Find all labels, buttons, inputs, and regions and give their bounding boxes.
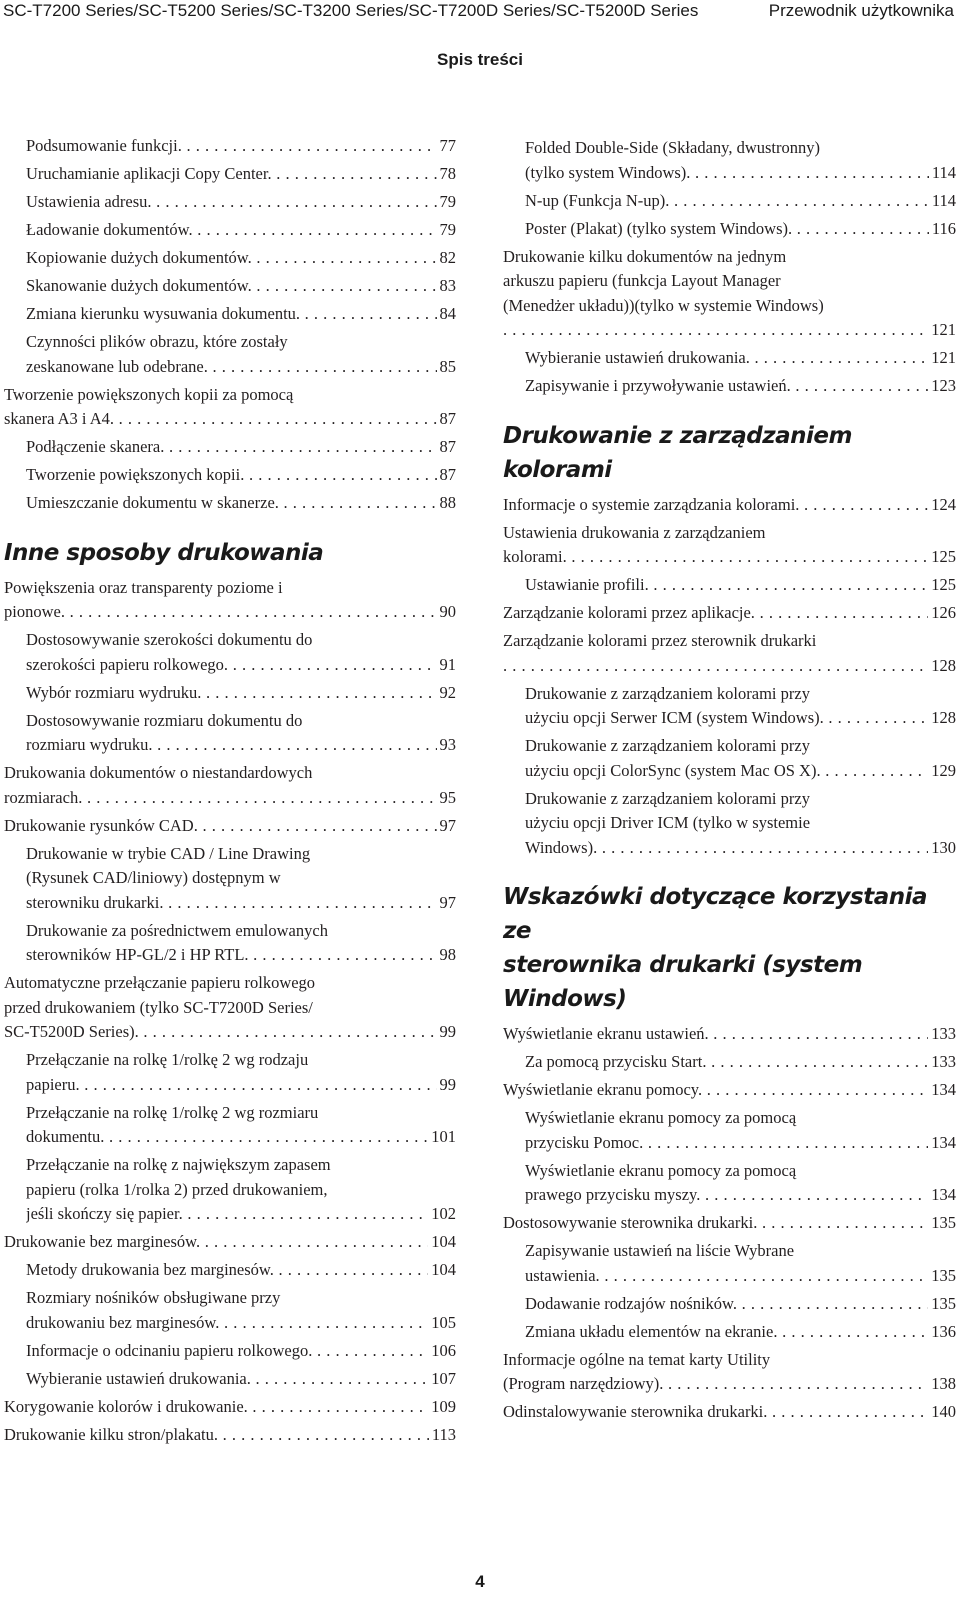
toc-page-number: 134 <box>928 1078 956 1103</box>
toc-page-number: 126 <box>928 601 956 626</box>
toc-entry-text: Drukowanie rysunków CAD. . . . <box>4 814 437 839</box>
section-title: Spis treści <box>437 50 523 69</box>
toc-entry[interactable] <box>4 814 456 839</box>
toc-page-number: 133 <box>928 1022 956 1047</box>
toc-entry-text: Drukowanie za pośrednictwem emulowanych <box>26 920 328 940</box>
toc-page-number: 87 <box>437 435 457 460</box>
toc-entry-text: Wyświetlanie ekranu pomocy za pomocą <box>525 1160 797 1180</box>
toc-entry[interactable] <box>4 1101 456 1150</box>
toc-entry-text: przycisku Pomoc. . . . <box>525 1131 928 1156</box>
toc-page-number: 138 <box>928 1372 956 1397</box>
chapter-heading-line: sterownika drukarki (system <box>503 952 863 978</box>
toc-entry-text: Przełączanie na rolkę z największym zapasem <box>26 1155 331 1174</box>
toc-entry[interactable] <box>503 1400 956 1425</box>
toc-left-column <box>4 134 456 1451</box>
toc-page-number: 93 <box>437 733 457 758</box>
toc-entry[interactable] <box>4 1367 456 1392</box>
toc-entry-text: Umieszczanie dokumentu w skanerze. . . . <box>26 491 437 516</box>
toc-entry-text: użyciu opcji Driver ICM (tylko w systemie <box>525 813 811 832</box>
toc-entry[interactable] <box>503 1320 956 1345</box>
toc-page-number: 98 <box>437 943 457 968</box>
toc-entry[interactable] <box>4 1230 456 1255</box>
toc-page-number: 121 <box>928 318 956 343</box>
toc-page-number: 130 <box>928 836 956 861</box>
toc-page-number: 78 <box>437 162 457 187</box>
toc-entry-text: prawego przycisku myszy. . . . <box>525 1183 928 1208</box>
toc-entry[interactable] <box>4 302 456 327</box>
toc-entry-text: Uruchamianie aplikacji Copy Center. . . . <box>26 162 437 187</box>
toc-entry-text: drukowaniu bez marginesów. . . . <box>26 1311 428 1336</box>
toc-entry[interactable] <box>503 601 956 626</box>
toc-page-number: 116 <box>929 217 956 242</box>
toc-entry-text: Korygowanie kolorów i drukowanie. . . . <box>4 1395 428 1420</box>
toc-page-number: 77 <box>437 134 457 159</box>
toc-entry-text: Powiększenia oraz transparenty poziome i <box>4 577 283 597</box>
toc-page-number: 134 <box>928 1131 956 1156</box>
toc-entry[interactable] <box>503 1348 956 1397</box>
toc-page-number: 83 <box>437 274 457 299</box>
toc-entry-text: (Rysunek CAD/liniowy) dostępnym w <box>26 868 281 887</box>
toc-entry[interactable] <box>503 217 956 242</box>
toc-entry-text: Skanowanie dużych dokumentów. . . . <box>26 274 437 299</box>
toc-entry[interactable] <box>4 576 456 625</box>
toc-page-number: 97 <box>437 891 457 916</box>
toc-entry-text: arkuszu papieru (funkcja Layout Manager <box>503 271 781 290</box>
toc-entry[interactable] <box>503 374 956 399</box>
toc-entry-text: Dostosowywanie sterownika drukarki. . . . <box>503 1211 928 1236</box>
toc-entry[interactable] <box>503 346 956 371</box>
toc-page-number: 95 <box>437 786 457 811</box>
toc-page-number: 85 <box>437 355 457 380</box>
toc-entry[interactable] <box>503 787 956 861</box>
toc-page-number: 136 <box>928 1320 956 1345</box>
toc-page-number: 109 <box>428 1395 456 1420</box>
chapter-heading-line: Drukowanie z zarządzaniem kolorami <box>503 422 852 483</box>
toc-entry-text: Ustawianie profili. . . . <box>525 573 928 598</box>
toc-entry-text: rozmiarach. . . . <box>4 786 437 811</box>
toc-entry[interactable] <box>503 189 956 214</box>
toc-page-number: 114 <box>929 161 956 186</box>
chapter-heading-line: Wskazówki dotyczące korzystania ze <box>503 884 928 944</box>
toc-entry-text: papieru. . . . <box>26 1073 437 1098</box>
toc-page-number: 84 <box>437 302 457 327</box>
toc-entry[interactable] <box>503 629 956 678</box>
toc-entry-text <box>503 654 928 679</box>
toc-page-number: 134 <box>928 1183 956 1208</box>
toc-entry[interactable] <box>4 274 456 299</box>
toc-entry-text: Kopiowanie dużych dokumentów. . . . <box>26 246 437 271</box>
toc-page-number: 124 <box>928 493 956 518</box>
toc-page-number: 104 <box>428 1258 456 1283</box>
chapter-heading <box>503 419 956 487</box>
toc-entry-text: Dodawanie rodzajów nośników. . . . <box>525 1292 928 1317</box>
toc-page-number: 140 <box>928 1400 956 1425</box>
toc-entry[interactable] <box>503 521 956 570</box>
toc-entry[interactable] <box>4 190 456 215</box>
toc-page-number: 106 <box>428 1339 456 1364</box>
toc-entry-text: Czynności plików obrazu, które zostały <box>26 332 288 351</box>
toc-page-number: 92 <box>437 681 457 706</box>
toc-entry-text: Wybieranie ustawień drukowania. . . . <box>26 1367 428 1392</box>
toc-page-number: 113 <box>429 1423 456 1448</box>
toc-entry-text: Wyświetlanie ekranu ustawień. . . . <box>503 1022 928 1047</box>
toc-entry[interactable] <box>4 1258 456 1283</box>
toc-entry[interactable] <box>4 491 456 516</box>
toc-entry-text: Wyświetlanie ekranu pomocy za pomocą <box>525 1108 797 1127</box>
toc-entry[interactable] <box>503 245 956 343</box>
toc-entry-text: skanera A3 i A4. . . . <box>4 407 437 432</box>
toc-entry[interactable] <box>4 1339 456 1364</box>
toc-entry-text: Drukowanie bez marginesów. . . . <box>4 1230 428 1255</box>
toc-entry-text: Podłączenie skanera. . . . <box>26 435 437 460</box>
toc-entry[interactable] <box>4 919 456 968</box>
toc-page-number: 121 <box>928 346 956 371</box>
toc-entry[interactable] <box>4 435 456 460</box>
toc-page-number: 125 <box>928 573 956 598</box>
chapter-heading-line: Windows) <box>503 986 627 1012</box>
toc-entry-text: Informacje o systemie zarządzania kolorami. . . . <box>503 493 928 518</box>
toc-entry-text <box>503 318 928 343</box>
toc-entry[interactable] <box>4 842 456 916</box>
toc-entry[interactable] <box>4 463 456 488</box>
toc-entry-text: kolorami. . . . <box>503 545 928 570</box>
toc-entry[interactable] <box>503 1078 956 1103</box>
toc-page-number: 87 <box>437 407 457 432</box>
toc-entry-text: Drukowanie w trybie CAD / Line Drawing <box>26 843 311 863</box>
toc-page-number: 128 <box>928 706 956 731</box>
toc-entry-text: jeśli skończy się papier. . . . <box>26 1202 428 1227</box>
toc-entry-text: Odinstalowywanie sterownika drukarki. . . . <box>503 1400 928 1425</box>
toc-entry[interactable] <box>503 1022 956 1047</box>
toc-entry[interactable] <box>4 1395 456 1420</box>
toc-entry-text: Wybieranie ustawień drukowania. . . . <box>525 346 928 371</box>
toc-entry[interactable] <box>503 1106 956 1155</box>
toc-entry[interactable] <box>4 1153 456 1227</box>
toc-entry-text: (Menedżer układu))(tylko w systemie Windows) <box>503 295 824 315</box>
toc-entry-text: Wybór rozmiaru wydruku. . . . <box>26 681 437 706</box>
toc-page-number: 99 <box>437 1073 457 1098</box>
toc-page-number: 105 <box>428 1311 456 1336</box>
toc-page-number: 91 <box>437 653 457 678</box>
toc-entry[interactable] <box>503 493 956 518</box>
toc-page-number: 129 <box>928 759 956 784</box>
toc-entry-text: Drukowanie z zarządzaniem kolorami przy <box>525 683 810 703</box>
toc-entry-text: Dostosowywanie rozmiaru dokumentu do <box>26 710 303 730</box>
chapter-heading-line: Inne sposoby drukowania <box>4 539 324 566</box>
toc-entry-text: Drukowanie z zarządzaniem kolorami przy <box>525 736 810 755</box>
toc-entry-text: pionowe. . . . <box>4 600 437 625</box>
toc-entry-text: Zapisywanie i przywoływanie ustawień. . . . <box>525 374 928 399</box>
toc-entry-text: Metody drukowania bez marginesów. . . . <box>26 1258 428 1283</box>
toc-entry-text: Drukowanie kilku dokumentów na jednym <box>503 246 787 266</box>
toc-page-number: 114 <box>929 189 956 214</box>
toc-entry-text: Zarządzanie kolorami przez sterownik drukarki <box>503 631 817 650</box>
toc-entry-text: Drukowanie z zarządzaniem kolorami przy <box>525 788 810 808</box>
toc-entry-text: Przełączanie na rolkę 1/rolkę 2 wg rodzaju <box>26 1050 309 1069</box>
toc-page-number: 82 <box>437 246 457 271</box>
toc-entry[interactable] <box>4 330 456 379</box>
toc-entry-text: zeskanowane lub odebrane. . . . <box>26 355 437 380</box>
toc-entry-text: przed drukowaniem (tylko SC-T7200D Series/ <box>4 997 313 1017</box>
toc-page-number: 79 <box>437 190 457 215</box>
toc-entry[interactable] <box>503 1050 956 1075</box>
toc-entry-text: Rozmiary nośników obsługiwane przy <box>26 1288 281 1307</box>
toc-entry-text: szerokości papieru rolkowego. . . . <box>26 653 437 678</box>
toc-entry-text: Dostosowywanie szerokości dokumentu do <box>26 630 313 649</box>
toc-entry-text: Zarządzanie kolorami przez aplikacje. . . . <box>503 601 928 626</box>
toc-entry-text: dokumentu. . . . <box>26 1125 428 1150</box>
toc-page-number: 97 <box>437 814 457 839</box>
toc-entry[interactable] <box>503 1292 956 1317</box>
toc-entry[interactable] <box>4 246 456 271</box>
toc-entry[interactable] <box>4 1423 456 1448</box>
toc-entry[interactable] <box>503 136 956 185</box>
toc-entry-text: Drukowania dokumentów o niestandardowych <box>4 763 313 782</box>
header-series: SC-T7200 Series/SC-T5200 Series/SC-T3200 Series/SC-T7200D Series/SC-T5200D Series <box>3 1 699 20</box>
toc-page-number: 102 <box>428 1202 456 1227</box>
toc-entry[interactable] <box>503 1159 956 1208</box>
page-number: 4 <box>475 1572 485 1591</box>
toc-entry-text: Za pomocą przycisku Start. . . . <box>525 1050 928 1075</box>
toc-entry-text: Wyświetlanie ekranu pomocy. . . . <box>503 1078 928 1103</box>
toc-entry[interactable] <box>503 1239 956 1288</box>
toc-entry-text: Informacje o odcinaniu papieru rolkowego. . . . <box>26 1339 428 1364</box>
toc-page-number: 88 <box>437 491 457 516</box>
toc-entry[interactable] <box>4 709 456 758</box>
toc-entry-text: Ustawienia adresu. . . . <box>26 190 437 215</box>
toc-page-number: 79 <box>437 218 457 243</box>
toc-entry-text: Folded Double-Side (Składany, dwustronny) <box>525 138 820 157</box>
toc-entry-text: Drukowanie kilku stron/plakatu. . . . <box>4 1423 429 1448</box>
toc-entry[interactable] <box>4 383 456 432</box>
toc-entry-text: Podsumowanie funkcji. . . . <box>26 134 437 159</box>
toc-entry-text: sterowniku drukarki. . . . <box>26 891 437 916</box>
toc-entry-text: rozmiaru wydruku. . . . <box>26 733 437 758</box>
chapter-heading <box>503 880 956 1016</box>
toc-entry-text: Windows). . . . <box>525 836 928 861</box>
toc-entry-text: Zmiana kierunku wysuwania dokumentu. . . . <box>26 302 437 327</box>
toc-page-number: 107 <box>428 1367 456 1392</box>
toc-entry[interactable] <box>4 681 456 706</box>
toc-page-number: 135 <box>928 1211 956 1236</box>
toc-page-number: 99 <box>437 1020 457 1045</box>
toc-right-column <box>503 136 956 1428</box>
toc-entry-text: ustawienia. . . . <box>525 1264 928 1289</box>
toc-entry-text: użyciu opcji Serwer ICM (system Windows). . . . <box>525 706 928 731</box>
toc-entry[interactable] <box>4 134 456 159</box>
toc-entry-text: Tworzenie powiększonych kopii. . . . <box>26 463 437 488</box>
toc-entry-text: Informacje ogólne na temat karty Utility <box>503 1349 771 1369</box>
toc-entry-text: użyciu opcji ColorSync (system Mac OS X). . . . <box>525 759 928 784</box>
toc-entry[interactable] <box>4 761 456 810</box>
toc-entry-text: sterowników HP-GL/2 i HP RTL. . . . <box>26 943 437 968</box>
toc-entry-text: (Program narzędziowy). . . . <box>503 1372 928 1397</box>
toc-entry-text: Automatyczne przełączanie papieru rolkowego <box>4 973 316 992</box>
toc-entry-text: Tworzenie powiększonych kopii za pomocą <box>4 384 294 404</box>
toc-entry-text: (tylko system Windows). . . . <box>525 161 929 186</box>
toc-entry[interactable] <box>4 1048 456 1097</box>
toc-entry[interactable] <box>4 971 456 1045</box>
toc-entry[interactable] <box>4 218 456 243</box>
toc-entry[interactable] <box>503 682 956 731</box>
toc-entry[interactable] <box>503 734 956 783</box>
toc-page-number: 104 <box>428 1230 456 1255</box>
toc-page-number: 123 <box>928 374 956 399</box>
toc-entry[interactable] <box>4 162 456 187</box>
toc-page-number: 135 <box>928 1264 956 1289</box>
toc-entry-text: Ustawienia drukowania z zarządzaniem <box>503 522 766 542</box>
toc-entry[interactable] <box>4 628 456 677</box>
toc-entry-text: Zapisywanie ustawień na liście Wybrane <box>525 1241 795 1260</box>
toc-page-number: 90 <box>437 600 457 625</box>
toc-page-number: 101 <box>428 1125 456 1150</box>
toc-entry[interactable] <box>503 1211 956 1236</box>
toc-page-number: 125 <box>928 545 956 570</box>
chapter-heading <box>4 536 456 570</box>
toc-entry-text: Ładowanie dokumentów. . . . <box>26 218 437 243</box>
toc-entry[interactable] <box>4 1286 456 1335</box>
toc-entry-text: papieru (rolka 1/rolka 2) przed drukowaniem, <box>26 1179 328 1199</box>
header-guide-title: Przewodnik użytkownika <box>768 1 954 20</box>
toc-entry-text: N-up (Funkcja N-up). . . . <box>525 189 929 214</box>
toc-entry-text: Zmiana układu elementów na ekranie. . . . <box>525 1320 928 1345</box>
toc-entry-text: Poster (Plakat) (tylko system Windows). . . . <box>525 217 929 242</box>
toc-entry-text: SC-T5200D Series). . . . <box>4 1020 437 1045</box>
toc-entry-text: Przełączanie na rolkę 1/rolkę 2 wg rozmiaru <box>26 1102 319 1122</box>
toc-page-number: 135 <box>928 1292 956 1317</box>
toc-page-number: 87 <box>437 463 457 488</box>
toc-page-number: 133 <box>928 1050 956 1075</box>
toc-entry[interactable] <box>503 573 956 598</box>
toc-page-number: 128 <box>928 654 956 679</box>
